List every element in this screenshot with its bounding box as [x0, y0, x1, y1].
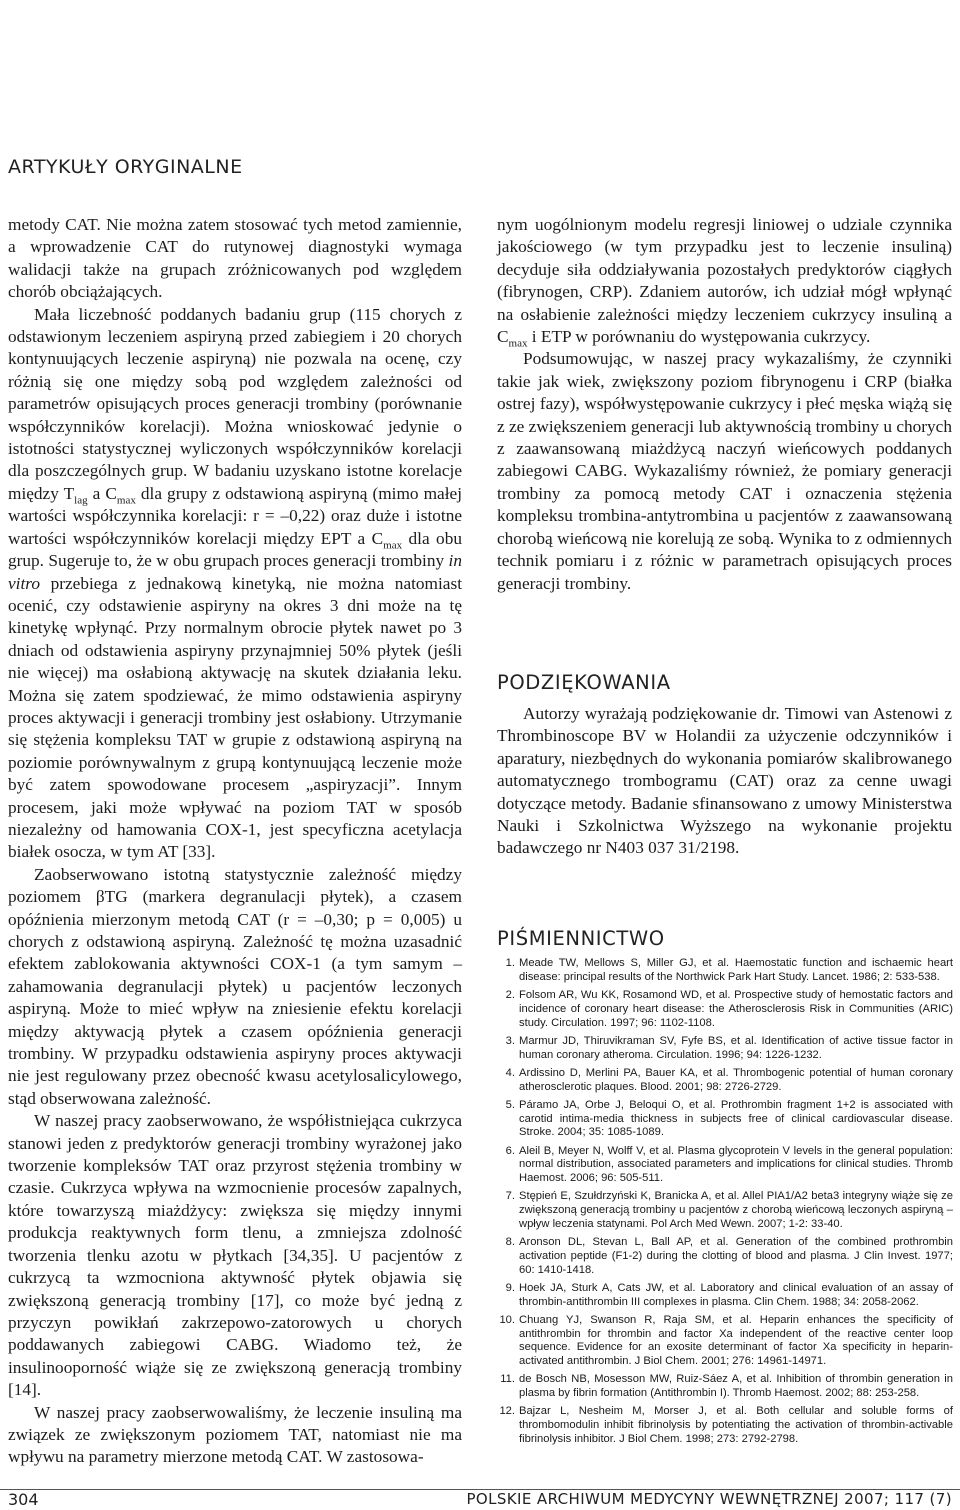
reference-text: Hoek JA, Sturk A, Cats JW, et al. Laboratory and clinical evaluation of an assay of thrombin-antithrombin III complexes in plasma. Clin Chem. 1988; 34: 2058-2062.	[519, 1281, 953, 1308]
text-span: dla obu grup. Sugeruje to, że w obu grupach proces generacji trombiny	[8, 528, 462, 571]
text-span: przebiega z jednakową kinetyką, nie można natomiast ocenić, czy odstawienie aspiryny na okres 3 dni może na tę kinetykę wpłynąć. Przy normalnym obrocie płytek nawet po 3 dniach od odstawienia aspiryny przynajmniej 50% płytek (jeśli nie więcej) ma osłabioną aktywację na skutek działania leku. Można się zatem spodziewać, że mimo odstawienia aspiryny proces aktywacji i generacji trombiny jest osłabiony. Utrzymanie się stężenia kompleksu TAT w grupie z odstawioną aspiryną na poziomie porównywalnym z grupą kontynuującą leczenie może być zatem spowodowane procesem „aspiryzacji”. Innym procesem, jaki może wpływać na poziom TAT w sposób niezależny od hamowania COX-1, jest specyficzna acetylacja białek osocza, w tym AT [33].	[8, 573, 462, 862]
paragraph	[8, 304, 462, 864]
reference-number: 11.	[500, 1373, 515, 1386]
reference-text: Ardissino D, Merlini PA, Bauer KA, et al. Thrombogenic potential of human coronary atherosclerotic plaques. Blood. 2001; 98: 2726-2729.	[519, 1066, 953, 1093]
left-column	[8, 214, 462, 1469]
text-span: Mała liczebność poddanych badaniu grup (115 chorych z odstawionym leczeniem aspiryną przed zabiegiem i 20 chorych kontynuujących leczenie aspiryną) nie pozwala na ocenę, czy różnią się one między sobą pod względem zależności od parametrów opisujących proces generacji trombiny (porównanie współczynników korelacji). Można wnioskować jedynie o istotności statystycznej wyliczonych współczynników korelacji dla poszczególnych grup. W badaniu uzyskano istotne korelacje między T	[8, 304, 462, 503]
text-span: i ETP w porównaniu do występowania cukrzycy.	[527, 327, 871, 347]
reference-item	[497, 1190, 953, 1231]
reference-item	[497, 1314, 953, 1369]
paragraph: W naszej pracy zaobserwowaliśmy, że leczenie insuliną ma związek ze zwiększonym poziomem TAT, natomiast nie ma wpływu na parametry mierzone metodą CAT. W zastosowa-	[8, 1402, 462, 1467]
references-heading: PIŚMIENNICTWO	[497, 927, 665, 950]
reference-item	[497, 1145, 953, 1186]
reference-text: Aleil B, Meyer N, Wolff V, et al. Plasma glycoprotein V levels in the general population: normal distribution, associated parameters and implications for clinical studies. Thromb Haemost. 2006; 96: 505-511.	[519, 1144, 953, 1185]
reference-text: Meade TW, Mellows S, Miller GJ, et al. Haemostatic function and ischaemic heart disease: principal results of the Northwick Park Hart Study. Lancet. 1986; 2: 533-538.	[519, 957, 953, 983]
page-number: 304	[8, 1490, 39, 1509]
reference-number: 2.	[505, 988, 515, 1001]
reference-number: 9.	[505, 1281, 515, 1294]
reference-number: 5.	[505, 1098, 515, 1111]
reference-item	[497, 1373, 953, 1401]
reference-list	[497, 957, 953, 1451]
reference-number: 1.	[505, 957, 515, 969]
acknowledgements-heading: PODZIĘKOWANIA	[497, 671, 671, 694]
reference-item	[497, 1236, 953, 1277]
subscript: max	[383, 539, 403, 552]
reference-item	[497, 1035, 953, 1063]
text-span: nym uogólnionym modelu regresji liniowej o udziale czynnika jakościowego (w tym przypadku jest to leczenie insuliną) decyduje siła oddziaływania pozostałych predyktorów ciągłych (fibrynogen, CRP). Zdaniem autorów, ich udział mógł wpłynąć na osłabienie zależności między leczeniem cukrzycy insuliną a C	[497, 215, 952, 347]
reference-number: 12.	[499, 1405, 515, 1418]
reference-number: 6.	[505, 1144, 515, 1157]
paragraph: metody CAT. Nie można zatem stosować tych metod zamiennie, a wprowadzenie CAT do rutynowej diagnostyki wymaga walidacji także na grupach zróżnicowanych pod względem chorób obciążających.	[8, 215, 462, 302]
reference-text: Páramo JA, Orbe J, Beloqui O, et al. Prothrombin fragment 1+2 is associated with carotid intima-media thickness in subjects free of clinical cardiovascular disease. Stroke. 2004; 35: 1085-1089.	[519, 1098, 953, 1139]
reference-item	[497, 989, 953, 1030]
reference-text: Stępień E, Szułdrzyński K, Branicka A, et al. Allel PIA1/A2 beta3 integryny wiąże się ze zwiększoną generacją trombiny u pacjentów z chorobą wieńcową leczonych aspiryną – wpływ leczenia statynami. Pol Arch Med Wewn. 2007; 1-2: 33-40.	[519, 1190, 953, 1230]
paragraph: W naszej pracy zaobserwowano, że współistniejąca cukrzyca stanowi jeden z predyktorów generacji trombiny wyrażonej jako tworzenie kompleksów TAT oraz przyrost stężenia trombiny w czasie. Cukrzyca wpływa na wzmocnienie procesów zapalnych, które towarzyszą miażdżycy: zwiększa się między innymi produkcja reaktywnych form tlenu, a zmniejsza zdolność tworzenia tlenku azotu w płytkach [34,35]. U pacjentów z cukrzycą ta wzmocniona aktywność płytek objawia się zwiększoną generacją trombiny [17], co może być jedną z przyczyn powikłań zakrzepowo-zatorowych u chorych poddawanych zabiegowi CABG. Wiadomo też, że insulinooporność wiąże się ze zwiększoną generacją trombiny [14].	[8, 1111, 462, 1400]
subscript: max	[116, 494, 136, 507]
subscript: max	[508, 337, 528, 350]
paragraph	[497, 214, 952, 348]
reference-text: Marmur JD, Thiruvikraman SV, Fyfe BS, et al. Identification of active tissue factor in human coronary atheroma. Circulation. 1996; 94: 1226-1232.	[519, 1034, 953, 1061]
reference-item	[497, 1282, 953, 1310]
reference-item	[497, 957, 953, 985]
right-column	[497, 214, 952, 595]
text-span: a C	[87, 483, 117, 503]
section-header: ARTYKUŁY ORYGINALNE	[8, 156, 243, 178]
reference-text: Folsom AR, Wu KK, Rosamond WD, et al. Prospective study of hemostatic factors and incidence of coronary heart disease: the Atherosclerosis Risk in Communities (ARIC) study. Circulation. 1997; 96: 1102-1108.	[519, 988, 953, 1029]
reference-item	[497, 1067, 953, 1095]
reference-text: Chuang YJ, Swanson R, Raja SM, et al. Heparin enhances the specificity of antithrombin for thrombin and factor Xa independent of the reactive center loop sequence. Evidence for an exosite determinant of factor Xa specificity in heparin-activated antithrombin. J Biol Chem. 2001; 276: 14961-14971.	[519, 1313, 953, 1368]
reference-text: Aronson DL, Stevan L, Ball AP, et al. Generation of the combined prothrombin activation peptide (F1-2) during the clotting of blood and plasma. J Clin Invest. 1977; 60: 1410-1418.	[519, 1236, 953, 1276]
reference-number: 10.	[499, 1313, 515, 1326]
text-span: dla grupy z odstawioną aspiryną (mimo małej wartości współczynnika korelacji: r = –0,22) oraz duże i istotne wartości współczynników korelacji między EPT a C	[8, 483, 462, 548]
reference-item	[497, 1099, 953, 1140]
journal-title: POLSKIE ARCHIWUM MEDYCYNY WEWNĘTRZNEJ 2007; 117 (7)	[466, 1490, 952, 1508]
reference-number: 3.	[505, 1034, 515, 1047]
reference-number: 4.	[505, 1066, 515, 1079]
paragraph: Zaobserwowano istotną statystycznie zależność między poziomem βTG (markera degranulacji płytek), a czasem opóźnienia mierzonym metodą CAT (r = –0,30; p = 0,005) u chorych z odstawioną aspiryną. Zależność tę można uzasadnić efektem zablokowania aktywności COX-1 (a tym samym – zahamowania degranulacji płytek) u pacjentów leczonych aspiryną. Może to mieć wpływ na zniesienie efektu korelacji między aktywacją płytek a czasem opóźnienia generacji trombiny. W przypadku odstawienia aspiryny proces aktywacji nie jest regulowany przez obecność kwasu acetylosalicylowego, stąd obserwowana zależność.	[8, 864, 462, 1108]
acknowledgements-body	[497, 703, 952, 860]
reference-text: Bajzar L, Nesheim M, Morser J, et al. Both cellular and soluble forms of thrombomodulin inhibit fibrinolysis by potentiating the activation of thrombin-activable fibrinolysis inhibitor. J Biol Chem. 1998; 273: 2792-2798.	[519, 1405, 953, 1445]
paragraph: Autorzy wyrażają podziękowanie dr. Timowi van Astenowi z Thrombinoscope BV w Holandii za użyczenie odczynników i aparatury, niezbędnych do wykonania pomiarów skalibrowanego automatycznego trombogramu (CAT) oraz za cenne uwagi dotyczące metody. Badanie sfinansowano z umowy Ministerstwa Nauki i Szkolnictwa Wyższego na wykonanie projektu badawczego nr N403 037 31/2198.	[497, 704, 952, 858]
reference-number: 8.	[505, 1236, 515, 1249]
paragraph: Podsumowując, w naszej pracy wykazaliśmy, że czynniki takie jak wiek, zwiększony poziom fibrynogenu i CRP (białka ostrej fazy), współwystępowanie cukrzycy i płeć męska wiążą się z ze zwiększeniem generacji lub aktywnością trombiny u chorych z zaawansowaną miażdżycą naczyń wieńcowych poddanych zabiegowi CABG. Wykazaliśmy również, że pomiary generacji trombiny za pomocą metody CAT i oznaczenia stężenia kompleksu trombina-antytrombina u pacjentów z zaawansowaną chorobą wieńcową nie korelują ze sobą. Wynika to z odmiennych technik pomiaru i z różnic w parametrach opisujących proces generacji trombiny.	[497, 349, 952, 593]
subscript: lag	[74, 494, 88, 507]
reference-text: de Bosch NB, Mosesson MW, Ruiz-Sáez A, et al. Inhibition of thrombin generation in plasma by fibrin formation (Antithrombin I). Thromb Haemost. 2002; 88: 253-258.	[519, 1373, 953, 1400]
italic-text: in vitro	[8, 551, 462, 593]
reference-item	[497, 1405, 953, 1446]
reference-number: 7.	[505, 1190, 515, 1203]
